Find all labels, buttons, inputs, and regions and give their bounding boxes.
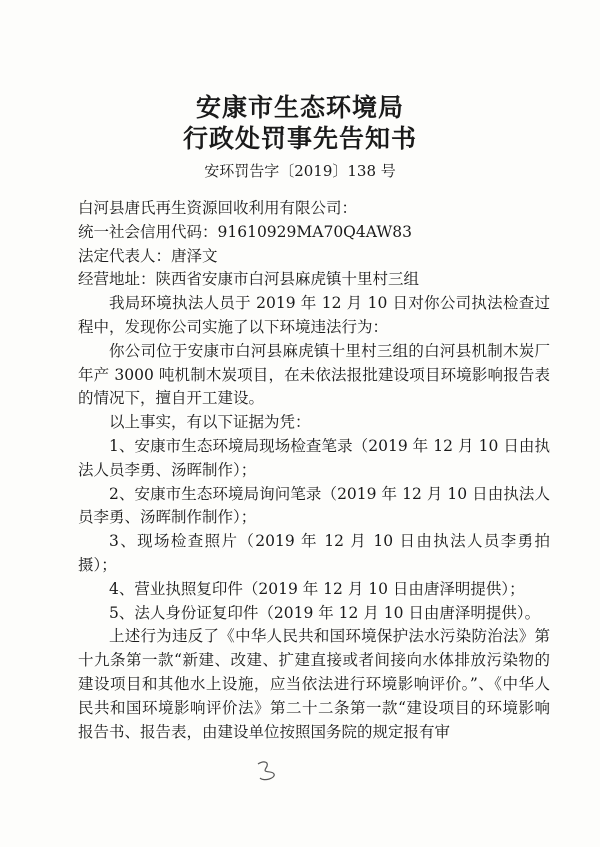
document-title-line2: 行政处罚事先告知书: [182, 124, 417, 153]
law-paragraph: 上述行为违反了《中华人民共和国环境保护法水污染防治法》第十九条第一款“新建、改建、扩建直接或者间接向水体排放污染物的建设项目和其他水上设施，应当依法进行环境影响评价。”、《中华人民共和国环境影响评价法》第二十二条第一款“建设项目的环境影响报告书、报告表，由建设单位按照国务院的规定报有审: [78, 627, 550, 741]
evidence-item: 4、营业执照复印件（2019 年 12 月 10 日由唐泽明提供）；: [109, 579, 525, 598]
evidence-item: 5、法人身份证复印件（2019 年 12 月 10 日由唐泽明提供）。: [109, 603, 541, 622]
evidence-item: 3、现场检查照片（2019 年 12 月 10 日由执法人员李勇拍摄）；: [78, 532, 550, 574]
violation-paragraph: 你公司位于安康市白河县麻虎镇十里村三组的白河县机制木炭厂年产 3000 吨机制木炭项目，在未依法报批建设项目环境影响报告表的情况下，擅自开工建设。: [78, 341, 550, 408]
inspection-paragraph: 我局环境执法人员于 2019 年 12 月 10 日对你公司执法检查过程中，发现你公司实施了以下环境违法行为：: [78, 294, 550, 336]
credit-code-line: 统一社会信用代码：91610929MA70Q4AW83: [78, 222, 412, 241]
evidence-intro: 以上事实，有以下证据为凭：: [109, 413, 311, 432]
recipient-line: 白河县唐氏再生资源回收利用有限公司：: [78, 199, 358, 217]
evidence-item: 2、安康市生态环境局询问笔录（2019 年 12 月 10 日由执法人员李勇、汤晖制作制作）；: [78, 484, 550, 527]
handwritten-mark: [252, 756, 282, 786]
address-line: 经营地址：陕西省安康市白河县麻虎镇十里村三组: [78, 270, 420, 289]
legal-representative-line: 法定代表人：唐泽文: [78, 246, 218, 265]
evidence-item: 1、安康市生态环境局现场检查笔录（2019 年 12 月 10 日由执法人员李勇、汤晖制作）；: [78, 436, 550, 479]
document-number: 安环罚告字〔2019〕138 号: [204, 162, 396, 180]
document-title-line1: 安康市生态环境局: [195, 93, 404, 122]
document-body: [78, 197, 550, 744]
